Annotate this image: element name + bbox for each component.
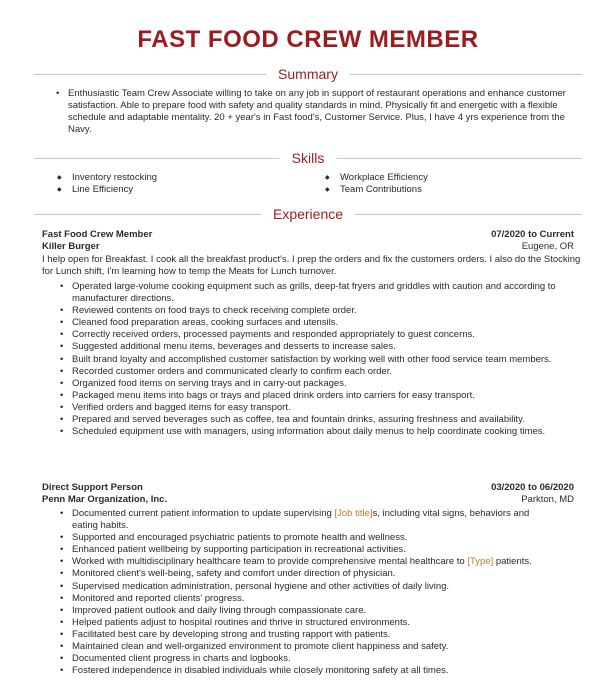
skills-right-column <box>322 172 572 196</box>
list-item: • Verified orders and bagged items for easy transport. <box>56 402 556 414</box>
experience-heading: Experience <box>261 206 355 222</box>
list-item <box>56 581 556 593</box>
list-item <box>56 617 556 629</box>
list-item <box>56 629 556 641</box>
list-item <box>56 605 556 617</box>
bullet-text: Documented current patient information to update supervising <box>72 508 335 519</box>
bullet-text: Worked with multidisciplinary healthcare team to provide comprehensive mental healthcare to <box>72 556 468 568</box>
resume-title: FAST FOOD CREW MEMBER <box>137 26 479 53</box>
job-title: Fast Food Crew Member <box>42 229 153 240</box>
bullet-text: Enhanced patient wellbeing by supporting participation in recreational activities. <box>72 544 406 556</box>
list-item <box>56 544 556 556</box>
job-1-bullets <box>56 281 556 438</box>
job-location: Parkton, MD <box>521 494 574 505</box>
bullet-text: Supervised medication administration, personal hygiene and other activities of daily living. <box>72 580 450 592</box>
skills-left-column <box>54 172 304 196</box>
job-dates: 03/2020 to 06/2020 <box>491 482 574 493</box>
bullet-text: patients. <box>493 556 532 568</box>
placeholder-type: [Type] <box>467 556 494 568</box>
bullet-text: s, including vital signs, behaviors and eating habits. <box>72 508 530 532</box>
list-item: • Recorded customer orders and communicated clearly to confirm each order. <box>56 366 556 378</box>
skill-item: ◆ Line Efficiency <box>54 184 304 196</box>
job-dates: 07/2020 to Current <box>491 229 574 240</box>
job-header-2 <box>42 482 574 506</box>
placeholder-job-title: [Job title] <box>334 508 373 519</box>
list-item <box>56 568 556 580</box>
list-item <box>56 593 556 605</box>
bullet-text: Maintained clean and well-organized environment to promote client happiness and safety. <box>72 641 449 653</box>
job-title: Direct Support Person <box>42 482 143 493</box>
list-item: • Prepared and served beverages such as coffee, tea and fountain drinks, assuring freshness and availability. <box>56 414 556 426</box>
list-item: • Scheduled equipment use with managers, using information about daily menus to help coordinate cooking times. <box>56 426 556 438</box>
list-item: • Built brand loyalty and accomplished customer satisfaction by working well with other food service team members. <box>56 354 556 366</box>
list-item: • Packaged menu items into bags or trays and placed drink orders into carriers for easy transport. <box>56 390 556 402</box>
list-item: • Operated large-volume cooking equipment such as grills, deep-fat fryers and griddles with caution and according to manufacturer directions. <box>56 281 556 305</box>
job-2-bullets <box>56 508 556 677</box>
list-item <box>56 641 556 653</box>
summary-text: • Enthusiastic Team Crew Associate willing to take on any job in support of restaurant operations and enhance customer satisfaction. Able to prepare food with safety and quality standards in mind. Physically fit and energetic with a flexible schedule and adaptable mentality. 20 + year's in Fast food's, Customer Service. Plus, I have 4 yrs experience from the Navy. <box>52 88 572 136</box>
bullet-text: Fostered independence in disabled individuals while closely monitoring safety at all times. <box>72 665 449 677</box>
summary-heading: Summary <box>266 66 350 82</box>
bullet-text: Supported and encouraged psychiatric patients to promote health and wellness. <box>72 532 408 544</box>
list-item: • Correctly received orders, processed payments and responded appropriately to guest concerns. <box>56 329 556 341</box>
job-company: Killer Burger <box>42 241 100 252</box>
skills-section-header <box>34 150 582 166</box>
job-header-1 <box>42 229 574 253</box>
bullet-text: Monitored client's well-being, safety and comfort under direction of physician. <box>72 568 396 580</box>
bullet-text: Documented client progress in charts and logbooks. <box>72 653 291 665</box>
list-item <box>56 532 556 544</box>
list-item <box>56 556 556 568</box>
bullet-text: Monitored and reported clients' progress. <box>72 592 245 604</box>
skill-item: ◆ Team Contributions <box>322 184 572 196</box>
skills-heading: Skills <box>280 150 337 166</box>
experience-section-header <box>34 206 582 222</box>
summary-section-header <box>34 66 582 82</box>
list-item: • Suggested additional menu items, beverages and desserts to increase sales. <box>56 341 556 353</box>
job-company: Penn Mar Organization, Inc. <box>42 494 168 505</box>
list-item: • Organized food items on serving trays and in carry-out packages. <box>56 378 556 390</box>
bullet-text: Facilitated best care by developing strong and trusting rapport with patients. <box>72 628 391 640</box>
list-item: • Cleaned food preparation areas, cooking surfaces and utensils. <box>56 317 556 329</box>
skill-item: ◆ Inventory restocking <box>54 172 304 184</box>
summary-list <box>52 88 572 136</box>
skill-item: ◆ Workplace Efficiency <box>322 172 572 184</box>
list-item: • Reviewed contents on food trays to check receiving complete order. <box>56 305 556 317</box>
bullet-text: Improved patient outlook and daily living through compassionate care. <box>72 604 367 616</box>
bullet-text: Helped patients adjust to hospital routines and thrive in structured environments. <box>72 616 410 628</box>
job-description: I help open for Breakfast. I cook all the breakfast product's. I prep the orders and fix the customers orders. I also do the Stocking for Lunch shift, I'm learning how to temp the Meats for Lunch turnover. <box>42 254 581 277</box>
list-item <box>56 665 556 677</box>
list-item <box>56 653 556 665</box>
job-location: Eugene, OR <box>521 241 574 252</box>
list-item <box>56 508 556 532</box>
